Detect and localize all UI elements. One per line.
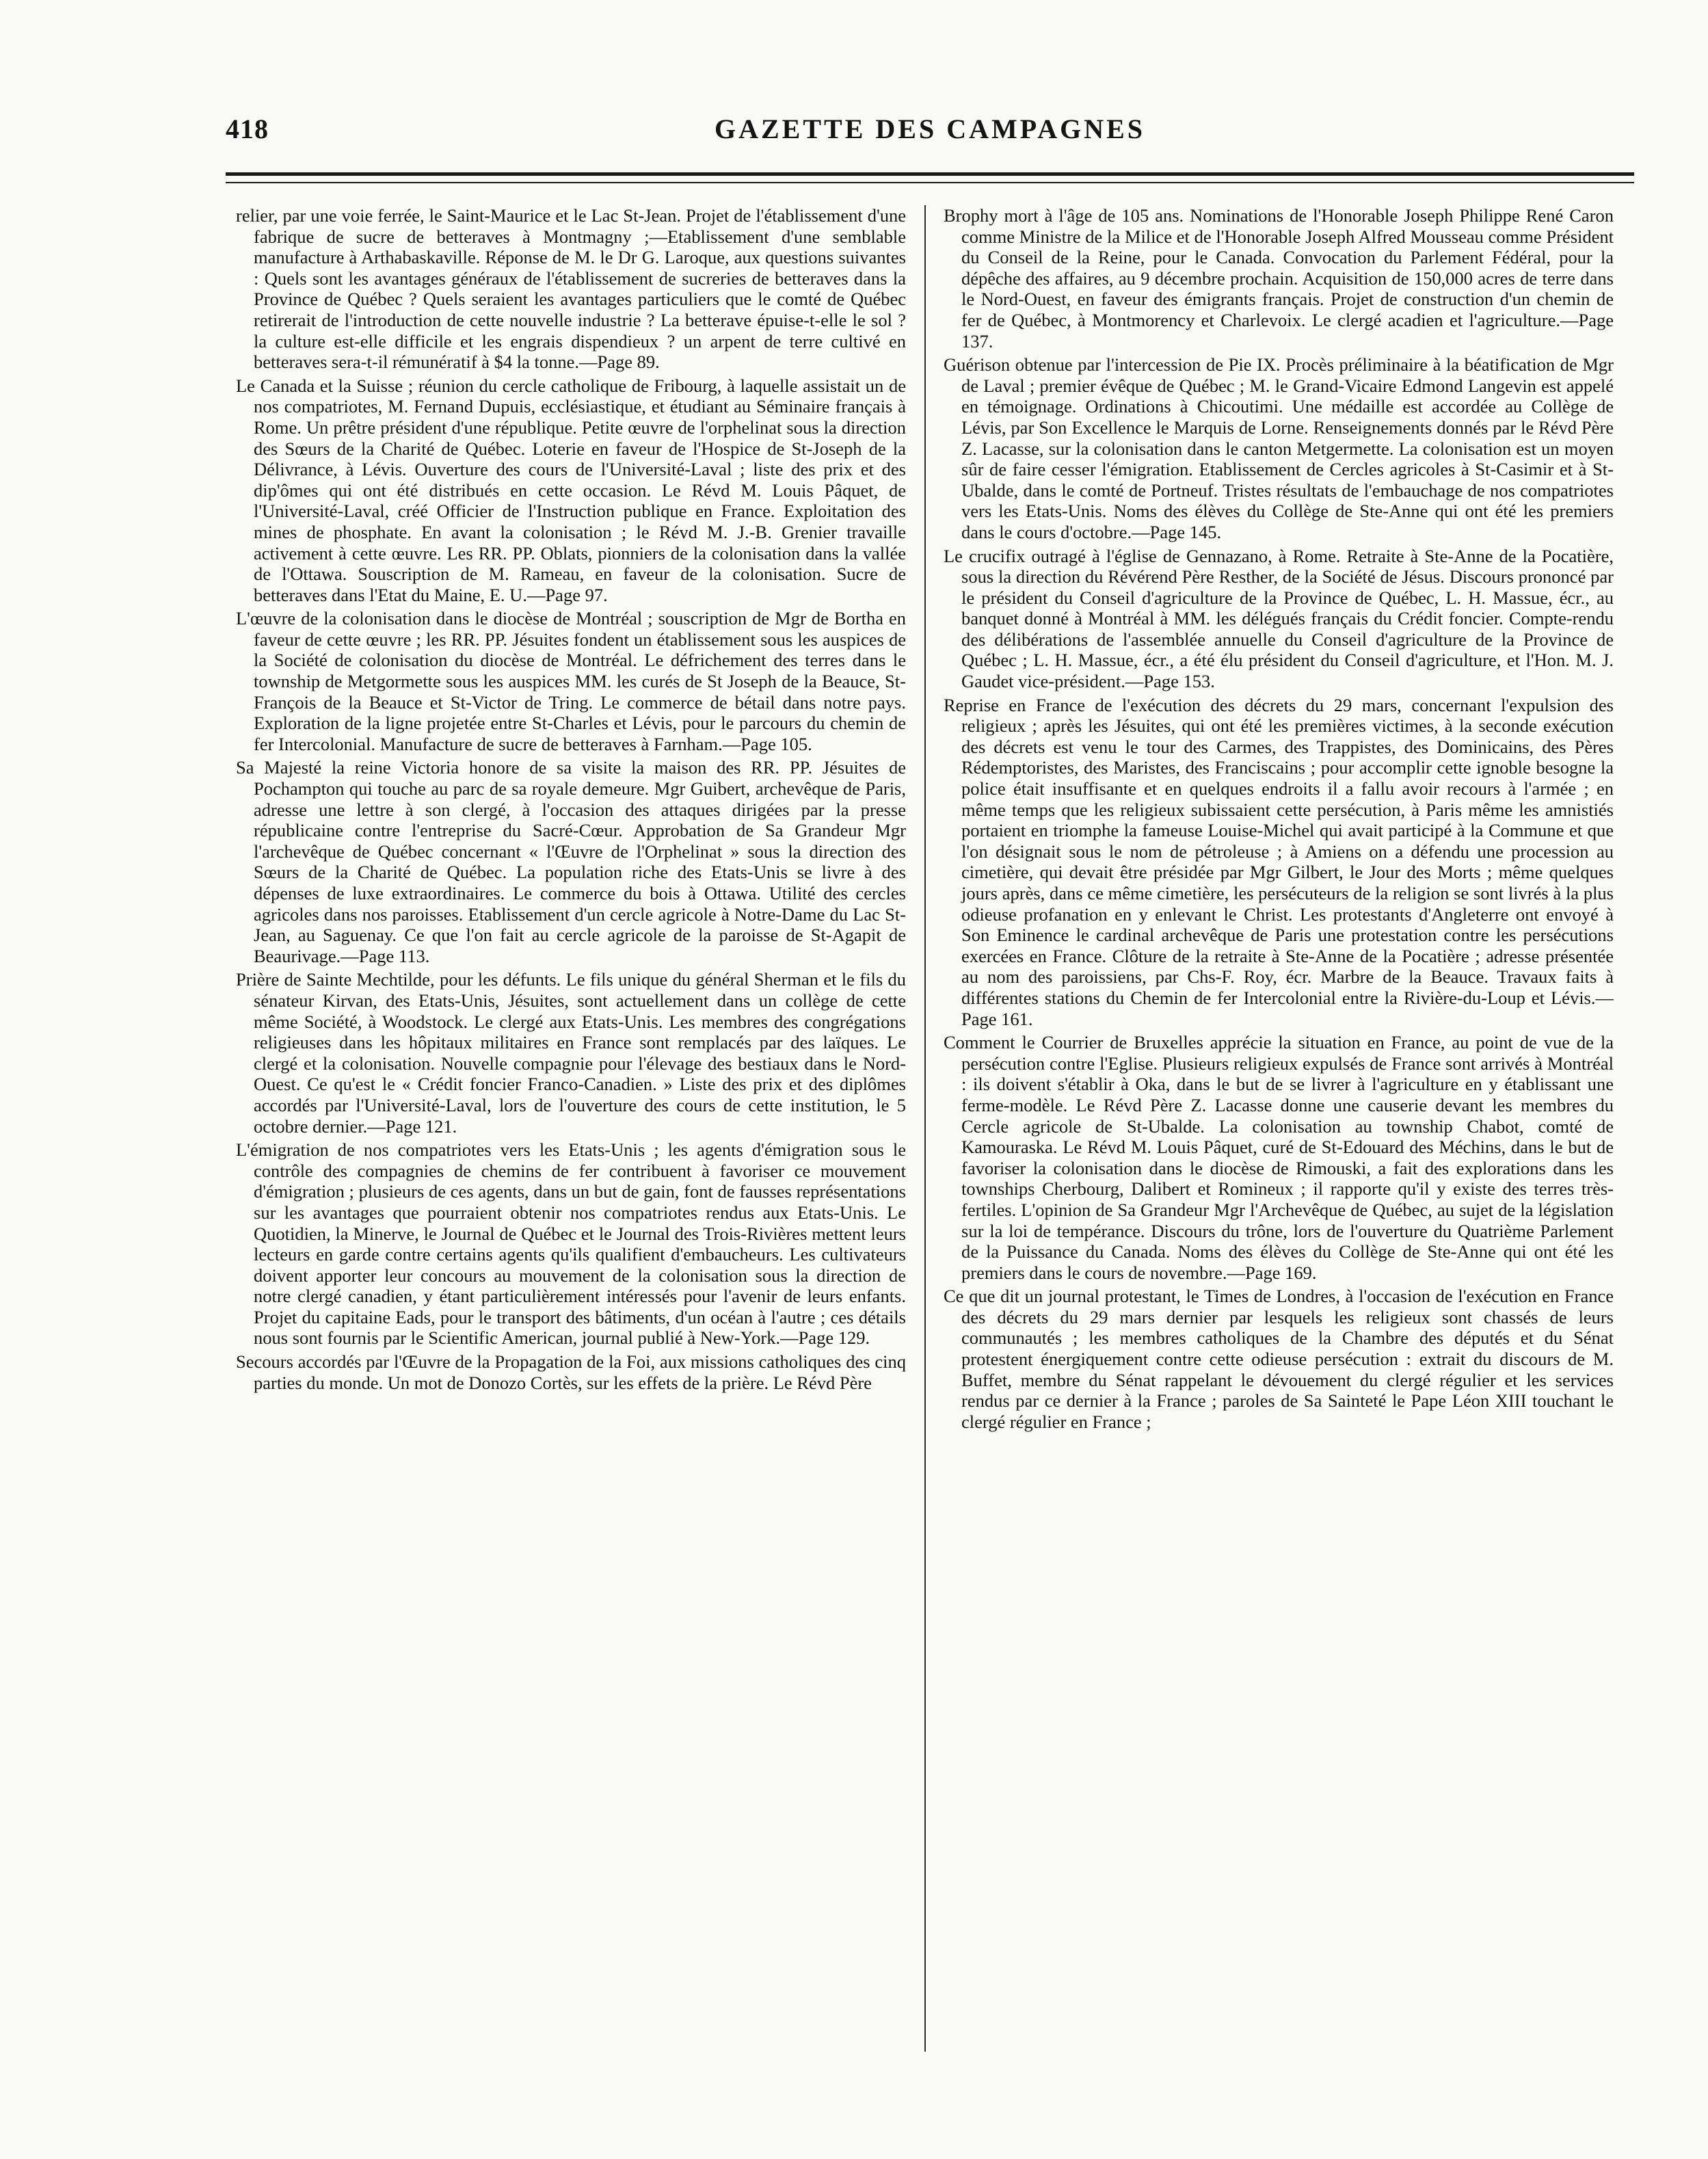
index-entry: Brophy mort à l'âge de 105 ans. Nominations de l'Honorable Joseph Philippe René Caron comme Ministre de la Milice et de l'Honorable Joseph Alfred Mousseau comme Président du Conseil de la Reine, pour le Canada. Convocation du Parlement Fédéral, pour la dépêche des affaires, au 9 décembre prochain. Acquisition de 150,000 acres de terre dans le Nord-Ouest, en faveur des émigrants français. Projet de construction d'un chemin de fer de Québec, à Montmorency et Charlevoix. Le clergé acadien et l'agriculture.—Page 137. <box>944 205 1614 352</box>
index-entry: Secours accordés par l'Œuvre de la Propagation de la Foi, aux missions catholiques des cinq parties du monde. Un mot de Donozo Cortès, sur les effets de la prière. Le Révd Père <box>236 1351 906 1393</box>
index-entry: Le crucifix outragé à l'église de Gennazano, à Rome. Retraite à Ste-Anne de la Pocatière, sous la direction du Révérend Père Resther, de la Société de Jésus. Discours prononcé par le président du Conseil d'agriculture de la Province de Québec, L. H. Massue, écr., au banquet donné à Montréal à MM. les délégués français du Crédit foncier. Compte-rendu des délibérations de l'assemblée annuelle du Conseil d'agriculture de la Province de Québec ; L. H. Massue, écr., a été élu président du Conseil d'agriculture, et l'Hon. M. J. Gaudet vice-président.—Page 153. <box>944 545 1614 692</box>
running-title: GAZETTE DES CAMPAGNES <box>714 114 1145 144</box>
index-entry: L'œuvre de la colonisation dans le diocèse de Montréal ; souscription de Mgr de Bortha en faveur de cette œuvre ; les RR. PP. Jésuites fondent un établissement sous les auspices de la Société de colonisation du diocèse de Montréal. Le défrichement des terres dans le township de Metgormette sous les auspices MM. les curés de St Joseph de la Beauce, St-François de la Beauce et St-Victor de Tring. Le commerce de bétail dans notre pays. Exploration de la ligne projetée entre St-Charles et Lévis, pour le parcours du chemin de fer Intercolonial. Manufacture de sucre de betteraves à Farnham.—Page 105. <box>236 608 906 754</box>
column-divider <box>924 205 926 2052</box>
index-entry: Le Canada et la Suisse ; réunion du cercle catholique de Fribourg, à laquelle assistait un de nos compatriotes, M. Fernand Dupuis, ecclésiastique, et étudiant au Séminaire français à Rome. Un prêtre président d'une république. Petite œuvre de l'orphelinat sous la direction des Sœurs de la Charité de Québec. Loterie en faveur de l'Hospice de St-Joseph de la Délivrance, à Lévis. Ouverture des cours de l'Université-Laval ; liste des prix et des dip'ômes qui ont été distribués en cette occasion. Le Révd M. Louis Pâquet, de l'Université-Laval, créé Officier de l'Instruction publique en France. Exploitation des mines de phosphate. En avant la colonisation ; le Révd M. J.-B. Grenier travaille activement à cette œuvre. Les RR. PP. Oblats, pionniers de la colonisation dans la vallée de l'Ottawa. Souscription de M. Rameau, en faveur de la colonisation. Sucre de betteraves dans l'Etat du Maine, E. U.—Page 97. <box>236 375 906 605</box>
left-column <box>236 205 906 2052</box>
index-entry: Prière de Sainte Mechtilde, pour les défunts. Le fils unique du général Sherman et le fils du sénateur Kirvan, des Etats-Unis, Jésuites, sont actuellement dans un collège de cette même Société, à Woodstock. Le clergé aux Etats-Unis. Les membres des congrégations religieuses dans les hôpitaux militaires en France sont remplacés par des laïques. Le clergé et la colonisation. Nouvelle compagnie pour l'élevage des bestiaux dans le Nord-Ouest. Ce qu'est le « Crédit foncier Franco-Canadien. » Liste des prix et des diplômes accordés par l'Université-Laval, lors de l'ouverture des cours de cette institution, le 5 octobre dernier.—Page 121. <box>236 969 906 1137</box>
page-header <box>226 113 1634 147</box>
right-column <box>944 205 1614 2052</box>
index-entry: Guérison obtenue par l'intercession de Pie IX. Procès préliminaire à la béatification de Mgr de Laval ; premier évêque de Québec ; M. le Grand-Vicaire Edmond Langevin est appelé en témoignage. Ordinations à Chicoutimi. Une médaille est accordée au Collège de Lévis, par Son Excellence le Marquis de Lorne. Renseignements donnés par le Révd Père Z. Lacasse, sur la colonisation dans le canton Metgermette. La colonisation est un moyen sûr de faire cesser l'émigration. Etablissement de Cercles agricoles à St-Casimir et à St-Ubalde, dans le comté de Portneuf. Tristes résultats de l'embauchage de nos compatriotes vers les Etats-Unis. Noms des élèves du Collège de Ste-Anne qui ont été les premiers dans le cours d'octobre.—Page 145. <box>944 354 1614 542</box>
index-entry: Reprise en France de l'exécution des décrets du 29 mars, concernant l'expulsion des religieux ; après les Jésuites, qui ont été les premières victimes, à la seconde exécution des décrets est venu le tour des Carmes, des Trappistes, des Dominicains, des Pères Rédemptoristes, des Maristes, des Franciscains ; pour accomplir cette ignoble besogne la police était insuffisante et en quelques endroits il a fallu avoir recours à l'armée ; en même temps que les religieux subissaient cette persécution, à Paris même les amnistiés portaient en triomphe la fameuse Louise-Michel qui avait participé à la Commune et que l'on désignait sous le nom de pétroleuse ; à Amiens on a défendu une procession au cimetière, qui devait être présidée par Mgr Gilbert, le Jour des Morts ; même quelques jours après, dans ce même cimetière, les persécuteurs de la religion se sont livrés à la plus odieuse profanation en y enlevant le Christ. Les protestants d'Angleterre ont envoyé à Son Eminence le cardinal archevêque de Paris une protestation contre les persécutions exercées en France. Clôture de la retraite à Ste-Anne de la Pocatière ; adresse présentée au nom des paroissiens, par Chs-F. Roy, écr. Marbre de la Beauce. Travaux faits à différentes stations du Chemin de fer Intercolonial entre la Rivière-du-Loup et Lévis.—Page 161. <box>944 694 1614 1029</box>
page-number: 418 <box>226 114 269 144</box>
index-entry: Sa Majesté la reine Victoria honore de sa visite la maison des RR. PP. Jésuites de Pochampton qui touche au parc de sa royale demeure. Mgr Guibert, archevêque de Paris, adresse une lettre à son clergé, à l'occasion des attaques dirigées par la presse républicaine contre l'entreprise du Sacré-Cœur. Approbation de Sa Grandeur Mgr l'archevêque de Québec concernant « l'Œuvre de l'Orphelinat » sous la direction des Sœurs de la Charité de Québec. La population riche des Etats-Unis se livre à des dépenses de luxe extraordinaires. Le commerce du bois à Ottawa. Utilité des cercles agricoles dans nos paroisses. Etablissement d'un cercle agricole à Notre-Dame du Lac St-Jean, au Saguenay. Ce que l'on fait au cercle agricole de la paroisse de St-Agapit de Beaurivage.—Page 113. <box>236 757 906 966</box>
index-entry: relier, par une voie ferrée, le Saint-Maurice et le Lac St-Jean. Projet de l'établissement d'une fabrique de sucre de betteraves à Montmagny ;—Etablissement d'une semblable manufacture à Arthabaskaville. Réponse de M. le Dr G. Laroque, aux questions suivantes : Quels sont les avantages généraux de l'établissement de sucreries de betteraves dans la Province de Québec ? Quels seraient les avantages particuliers que le comté de Québec retirerait de l'introduction de cette nouvelle industrie ? La betterave épuise-t-elle le sol ? la culture est-elle difficile et les engrais dispendieux ? un arpent de terre cultivé en betteraves sera-t-il rémunératif à $4 la tonne.—Page 89. <box>236 205 906 373</box>
header-rule-thick <box>226 172 1634 176</box>
index-entry: L'émigration de nos compatriotes vers les Etats-Unis ; les agents d'émigration sous le contrôle des compagnies de chemins de fer contribuent à favoriser ce mouvement d'émigration ; plusieurs de ces agents, dans un but de gain, font de fausses représentations sur les avantages que pourraient obtenir nos compatriotes rendus aux Etats-Unis. Le Quotidien, la Minerve, le Journal de Québec et le Journal des Trois-Rivières mettent leurs lecteurs en garde contre certains agents qu'ils qualifient d'embaucheurs. Les cultivateurs doivent apporter leur concours au mouvement de la colonisation sous la direction de notre clergé canadien, y étant particulièrement intéressés pour l'avenir de leurs enfants. Projet du capitaine Eads, pour le transport des bâtiments, d'un océan à l'autre ; ces détails nous sont fournis par le Scientific American, journal publié à New-York.—Page 129. <box>236 1139 906 1349</box>
index-entry: Comment le Courrier de Bruxelles apprécie la situation en France, au point de vue de la persécution contre l'Eglise. Plusieurs religieux expulsés de France sont arrivés à Montréal : ils doivent s'établir à Oka, dans le but de se livrer à l'agriculture en y établissant une ferme-modèle. Le Révd Père Z. Lacasse donne une causerie devant les membres du Cercle agricole de St-Ubalde. La colonisation au township Chabot, comté de Kamouraska. Le Révd M. Louis Pâquet, curé de St-Edouard des Méchins, dans le but de favoriser la colonisation dans le diocèse de Rimouski, a fait des explorations dans les townships Cherbourg, Dalibert et Romineux ; il rapporte qu'il y existe des terres très-fertiles. L'opinion de Sa Grandeur Mgr l'Archevêque de Québec, au sujet de la législation sur la loi de tempérance. Discours du trône, lors de l'ouverture du Quatrième Parlement de la Puissance du Canada. Noms des élèves du Collège de Ste-Anne qui ont été les premiers dans le cours de novembre.—Page 169. <box>944 1032 1614 1283</box>
header-rule-thin <box>226 182 1634 183</box>
index-entry: Ce que dit un journal protestant, le Times de Londres, à l'occasion de l'exécution en France des décrets du 29 mars dernier par lesquels les religieux sont chassés de leurs communautés ; les membres catholiques de la Chambre des députés et du Sénat protestent énergiquement contre cette odieuse persécution : extrait du discours de M. Buffet, membre du Sénat rappelant le dévouement du clergé régulier et les services rendus par ce dernier à la France ; paroles de Sa Sainteté le Pape Léon XIII touchant le clergé régulier en France ; <box>944 1286 1614 1432</box>
